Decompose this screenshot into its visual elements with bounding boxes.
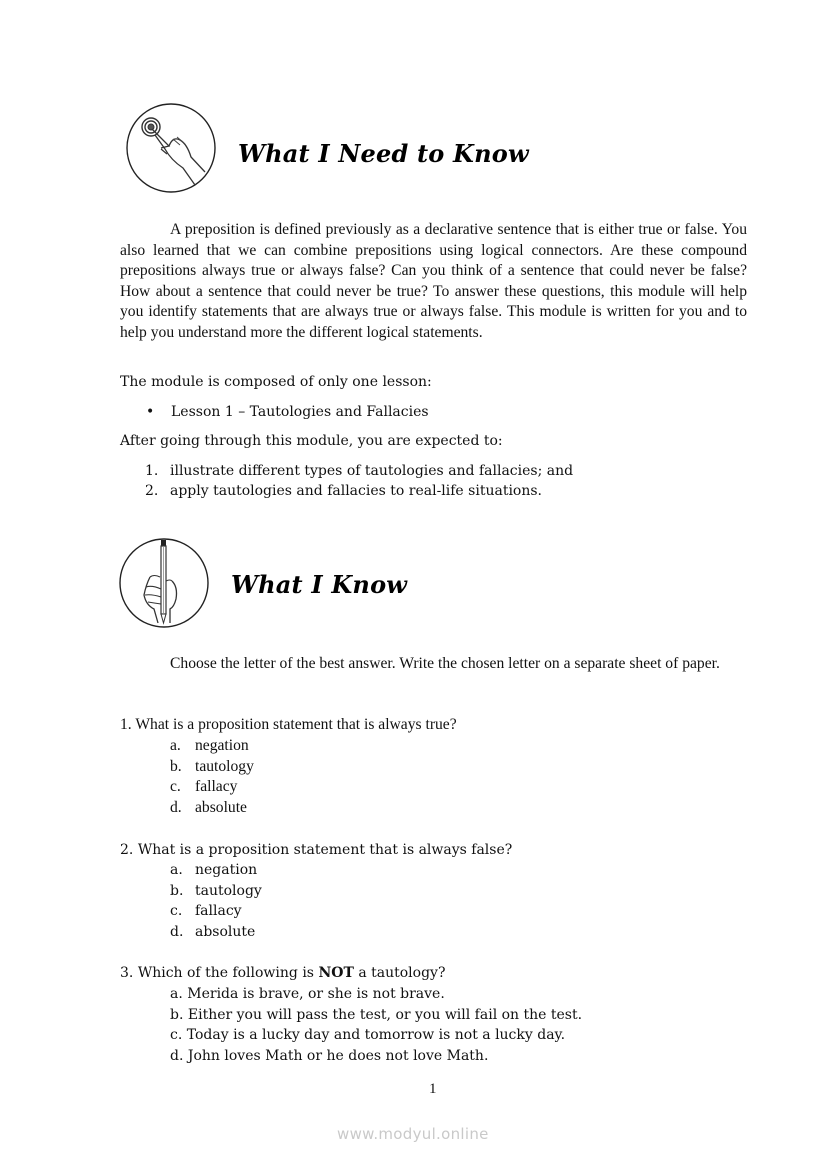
choice-item (170, 984, 445, 1004)
choice-text: Merida is brave, or she is not brave. (187, 986, 445, 1002)
choice-letter: c. (170, 778, 181, 795)
choice-item (170, 1046, 488, 1066)
question-number: 3. (120, 965, 134, 981)
hand-pointing-icon (125, 102, 215, 192)
choice-letter: a. (170, 986, 183, 1002)
question-2 (120, 840, 512, 860)
choice-text: negation (195, 737, 249, 754)
question-text: What is a proposition statement that is always false? (137, 842, 513, 858)
objective-number: 1. (145, 463, 159, 479)
expectation-text: After going through this module, you are expected to: (120, 433, 503, 449)
choice-text: fallacy (195, 903, 242, 919)
objective-text: apply tautologies and fallacies to real-life situations. (170, 483, 543, 499)
composition-text: The module is composed of only one lesson: (120, 374, 432, 390)
choice-text: fallacy (195, 778, 238, 795)
choice-item (170, 881, 262, 901)
page-number: 1 (429, 1081, 437, 1097)
choice-item (170, 922, 255, 942)
objective-number: 2. (145, 483, 159, 499)
question-emphasis: NOT (318, 965, 354, 981)
choice-item (170, 736, 249, 756)
question-1 (120, 715, 457, 735)
question-text: Which of the following is (137, 965, 319, 981)
choice-text: Either you will pass the test, or you will fail on the test. (187, 1007, 583, 1023)
lesson-list-item (146, 402, 429, 422)
choice-text: absolute (195, 924, 256, 940)
choice-text: negation (195, 862, 258, 878)
instructions-paragraph (120, 654, 747, 675)
objective-item (145, 481, 542, 501)
lesson-label: Lesson 1 – Tautologies and Fallacies (171, 404, 429, 420)
choice-text: tautology (195, 883, 262, 899)
instructions-text: Choose the letter of the best answer. Write the chosen letter on a separate sheet of paper. (170, 655, 720, 672)
choice-item (170, 860, 257, 880)
intro-paragraph-text: A preposition is defined previously as a declarative sentence that is either true or false. You also learned that we can combine prepositions using logical connectors. Are these compound prepositions always true or always false? Can you think of a sentence that could never be false? How about a sentence that could never be true? To answer these questions, this module will help you identify statements that are always true or always false. This module is written for you and to help you understand more the different logical statements. (120, 221, 747, 341)
objective-text: illustrate different types of tautologies and fallacies; and (170, 463, 574, 479)
choice-text: tautology (195, 758, 254, 775)
choice-item (170, 1025, 565, 1045)
choice-letter: b. (170, 758, 182, 775)
choice-item (170, 757, 254, 777)
choice-item (170, 798, 247, 818)
bullet: • (146, 404, 155, 420)
choice-letter: a. (170, 737, 181, 754)
choice-letter: c. (170, 903, 183, 919)
choice-text: John loves Math or he does not love Math. (187, 1048, 489, 1064)
question-number: 2. (120, 842, 134, 858)
question-3 (120, 963, 445, 983)
question-text: What is a proposition statement that is always true? (135, 716, 457, 733)
watermark: www.modyul.online (337, 1125, 489, 1143)
objective-item (145, 461, 573, 481)
choice-letter: d. (170, 799, 182, 816)
choice-letter: b. (170, 1007, 184, 1023)
choice-item (170, 1005, 582, 1025)
section-title-what-i-know: What I Know (231, 570, 408, 599)
hand-holding-pencil-icon (118, 537, 208, 627)
choice-text: Today is a lucky day and tomorrow is not a lucky day. (186, 1027, 566, 1043)
choice-letter: d. (170, 1048, 184, 1064)
choice-letter: a. (170, 862, 183, 878)
choice-text: absolute (195, 799, 247, 816)
choice-item (170, 901, 242, 921)
choice-letter: b. (170, 883, 184, 899)
intro-paragraph (120, 220, 747, 344)
choice-letter: c. (170, 1027, 183, 1043)
question-text: a tautology? (353, 965, 446, 981)
section-title-what-i-need-to-know: What I Need to Know (238, 139, 529, 168)
choice-item (170, 777, 237, 797)
question-number: 1. (120, 716, 132, 733)
choice-letter: d. (170, 924, 184, 940)
